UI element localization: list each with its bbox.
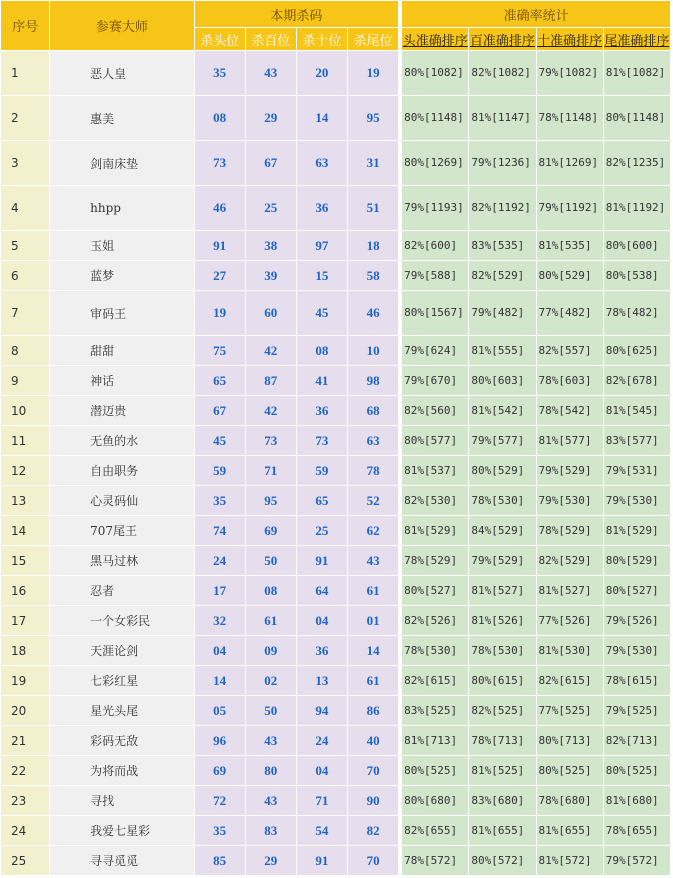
kill-number: 46 [347, 291, 398, 336]
table-row [1, 96, 671, 141]
table-row [1, 846, 671, 876]
table-row [1, 336, 671, 366]
kill-number: 65 [194, 366, 245, 396]
kill-number: 91 [194, 231, 245, 261]
accuracy-stat: 79%[530] [603, 636, 670, 666]
kill-number: 15 [296, 261, 347, 291]
accuracy-stat: 80%[527] [402, 576, 469, 606]
table-row [1, 426, 671, 456]
accuracy-stat: 81%[529] [603, 516, 670, 546]
header-stat-col[interactable] [536, 28, 603, 51]
accuracy-stat: 81%[545] [603, 396, 670, 426]
kill-number: 74 [194, 516, 245, 546]
row-index: 6 [1, 261, 50, 291]
accuracy-stat: 81%[527] [536, 576, 603, 606]
kill-number: 90 [347, 786, 398, 816]
table-row [1, 51, 671, 96]
accuracy-stat: 80%[603] [469, 366, 536, 396]
kill-number: 35 [194, 816, 245, 846]
kill-number: 08 [296, 336, 347, 366]
accuracy-stat: 80%[538] [603, 261, 670, 291]
kill-number: 71 [245, 456, 296, 486]
kill-number: 02 [245, 666, 296, 696]
row-index: 21 [1, 726, 50, 756]
table-row [1, 516, 671, 546]
accuracy-stat: 77%[482] [536, 291, 603, 336]
kill-number: 87 [245, 366, 296, 396]
accuracy-stat: 81%[529] [402, 516, 469, 546]
accuracy-stat: 80%[615] [469, 666, 536, 696]
accuracy-stat: 81%[1147] [469, 96, 536, 141]
kill-number: 50 [245, 696, 296, 726]
row-index: 4 [1, 186, 50, 231]
accuracy-stat: 79%[530] [536, 486, 603, 516]
kill-number: 59 [194, 456, 245, 486]
master-name: 心灵码仙 [50, 486, 194, 516]
accuracy-stat: 79%[572] [603, 846, 670, 876]
kill-number: 09 [245, 636, 296, 666]
header-kill-col: 杀尾位 [347, 28, 398, 51]
kill-number: 39 [245, 261, 296, 291]
table-row [1, 291, 671, 336]
accuracy-stat: 81%[526] [469, 606, 536, 636]
accuracy-stat: 80%[1148] [402, 96, 469, 141]
kill-number: 61 [245, 606, 296, 636]
table-row [1, 366, 671, 396]
accuracy-stat: 79%[1192] [536, 186, 603, 231]
master-name: 寻找 [50, 786, 194, 816]
master-name: 忍者 [50, 576, 194, 606]
accuracy-stat: 80%[525] [536, 756, 603, 786]
accuracy-stat: 79%[1193] [402, 186, 469, 231]
accuracy-stat: 80%[625] [603, 336, 670, 366]
accuracy-stat: 80%[1567] [402, 291, 469, 336]
accuracy-stat: 78%[1148] [536, 96, 603, 141]
row-index: 3 [1, 141, 50, 186]
accuracy-stat: 82%[557] [536, 336, 603, 366]
row-index: 12 [1, 456, 50, 486]
accuracy-stat: 79%[529] [536, 456, 603, 486]
accuracy-stat: 82%[526] [402, 606, 469, 636]
master-name: 黑马过林 [50, 546, 194, 576]
master-name: 玉姐 [50, 231, 194, 261]
master-name: 寻寻觅觅 [50, 846, 194, 876]
master-name: 星光头尾 [50, 696, 194, 726]
accuracy-stat: 82%[655] [402, 816, 469, 846]
accuracy-stat: 83%[577] [603, 426, 670, 456]
accuracy-stat: 79%[531] [603, 456, 670, 486]
master-name: 惠美 [50, 96, 194, 141]
accuracy-stat: 77%[525] [536, 696, 603, 726]
kill-number: 36 [296, 186, 347, 231]
header-kill-col: 杀百位 [245, 28, 296, 51]
accuracy-stat: 82%[530] [402, 486, 469, 516]
kill-number: 75 [194, 336, 245, 366]
row-index: 8 [1, 336, 50, 366]
table-row [1, 141, 671, 186]
accuracy-stat: 82%[529] [469, 261, 536, 291]
accuracy-stat: 82%[529] [536, 546, 603, 576]
kill-number: 25 [245, 186, 296, 231]
master-name: 七彩红星 [50, 666, 194, 696]
accuracy-stat: 83%[535] [469, 231, 536, 261]
accuracy-stat: 79%[577] [469, 426, 536, 456]
table-row [1, 186, 671, 231]
kill-number: 50 [245, 546, 296, 576]
table-body [1, 51, 671, 876]
accuracy-stat: 78%[482] [603, 291, 670, 336]
accuracy-stat: 79%[482] [469, 291, 536, 336]
row-index: 16 [1, 576, 50, 606]
kill-number: 10 [347, 336, 398, 366]
kill-number: 24 [296, 726, 347, 756]
kill-number: 63 [296, 141, 347, 186]
kill-number: 43 [347, 546, 398, 576]
master-name: 彩码无敌 [50, 726, 194, 756]
table-row [1, 666, 671, 696]
table-row [1, 576, 671, 606]
kill-number: 54 [296, 816, 347, 846]
accuracy-stat: 82%[1235] [603, 141, 670, 186]
accuracy-stat: 80%[680] [402, 786, 469, 816]
kill-number: 63 [347, 426, 398, 456]
kill-number: 19 [194, 291, 245, 336]
accuracy-stat: 83%[525] [402, 696, 469, 726]
master-name: 恶人皇 [50, 51, 194, 96]
accuracy-stat: 82%[615] [402, 666, 469, 696]
accuracy-stat: 82%[678] [603, 366, 670, 396]
table-row [1, 456, 671, 486]
kill-number: 40 [347, 726, 398, 756]
kill-number: 98 [347, 366, 398, 396]
master-name: 神话 [50, 366, 194, 396]
kill-number: 32 [194, 606, 245, 636]
kill-number: 68 [347, 396, 398, 426]
accuracy-stat: 79%[526] [603, 606, 670, 636]
accuracy-stat: 83%[680] [469, 786, 536, 816]
kill-number: 18 [347, 231, 398, 261]
accuracy-stat: 80%[525] [603, 756, 670, 786]
accuracy-stat: 78%[680] [536, 786, 603, 816]
accuracy-stat: 82%[1082] [469, 51, 536, 96]
kill-number: 71 [296, 786, 347, 816]
master-name: 无鱼的水 [50, 426, 194, 456]
kill-number: 86 [347, 696, 398, 726]
table-row [1, 636, 671, 666]
header-kill-col: 杀头位 [194, 28, 245, 51]
kill-number: 83 [245, 816, 296, 846]
kill-number: 96 [194, 726, 245, 756]
accuracy-stat: 84%[529] [469, 516, 536, 546]
master-name: 潜迈贵 [50, 396, 194, 426]
accuracy-stat: 80%[529] [536, 261, 603, 291]
master-name: 甜甜 [50, 336, 194, 366]
header-stats-group: 准确率统计 [402, 1, 671, 28]
kill-number: 14 [296, 96, 347, 141]
accuracy-stat: 79%[530] [603, 486, 670, 516]
sort-link[interactable]: 尾准确排序 [604, 33, 670, 49]
accuracy-stat: 81%[572] [536, 846, 603, 876]
accuracy-stat: 82%[600] [402, 231, 469, 261]
kill-number: 64 [296, 576, 347, 606]
row-index: 18 [1, 636, 50, 666]
accuracy-stat: 80%[1269] [402, 141, 469, 186]
kill-number: 14 [194, 666, 245, 696]
kill-number: 43 [245, 726, 296, 756]
accuracy-stat: 80%[529] [469, 456, 536, 486]
kill-number: 82 [347, 816, 398, 846]
accuracy-stat: 80%[713] [536, 726, 603, 756]
row-index: 10 [1, 396, 50, 426]
master-name: 蓝梦 [50, 261, 194, 291]
kill-number: 70 [347, 846, 398, 876]
master-name: 707尾王 [50, 516, 194, 546]
kill-number: 35 [194, 51, 245, 96]
kill-number: 67 [245, 141, 296, 186]
master-name: 为将而战 [50, 756, 194, 786]
kill-number: 42 [245, 396, 296, 426]
header-stat-col[interactable] [469, 28, 536, 51]
kill-number: 05 [194, 696, 245, 726]
header-stat-col[interactable] [603, 28, 670, 51]
accuracy-stat: 81%[537] [402, 456, 469, 486]
kill-number: 80 [245, 756, 296, 786]
kill-number: 78 [347, 456, 398, 486]
kill-number: 70 [347, 756, 398, 786]
kill-number: 91 [296, 546, 347, 576]
row-index: 15 [1, 546, 50, 576]
row-index: 13 [1, 486, 50, 516]
kill-number: 01 [347, 606, 398, 636]
kill-number: 58 [347, 261, 398, 291]
row-index: 17 [1, 606, 50, 636]
kill-number: 73 [194, 141, 245, 186]
kill-number: 52 [347, 486, 398, 516]
table-row [1, 606, 671, 636]
accuracy-stat: 78%[529] [536, 516, 603, 546]
accuracy-stat: 82%[1192] [469, 186, 536, 231]
sort-link[interactable]: 百准确排序 [469, 33, 535, 49]
kill-number: 69 [194, 756, 245, 786]
row-index: 1 [1, 51, 50, 96]
accuracy-stat: 80%[525] [402, 756, 469, 786]
accuracy-stat: 81%[655] [469, 816, 536, 846]
accuracy-stat: 78%[530] [469, 486, 536, 516]
accuracy-stat: 82%[560] [402, 396, 469, 426]
accuracy-stat: 80%[529] [603, 546, 670, 576]
accuracy-stat: 81%[530] [536, 636, 603, 666]
kill-number: 04 [194, 636, 245, 666]
table-row [1, 726, 671, 756]
kill-number: 46 [194, 186, 245, 231]
master-name: hhpp [50, 186, 194, 231]
kill-number: 45 [296, 291, 347, 336]
kill-number: 85 [194, 846, 245, 876]
accuracy-stat: 79%[670] [402, 366, 469, 396]
accuracy-stat: 81%[555] [469, 336, 536, 366]
kill-number: 38 [245, 231, 296, 261]
accuracy-stat: 80%[527] [603, 576, 670, 606]
kill-number: 20 [296, 51, 347, 96]
accuracy-stat: 78%[542] [536, 396, 603, 426]
master-name: 自由职务 [50, 456, 194, 486]
kill-number: 94 [296, 696, 347, 726]
kill-number: 60 [245, 291, 296, 336]
kill-number: 31 [347, 141, 398, 186]
kill-number: 62 [347, 516, 398, 546]
kill-number: 73 [296, 426, 347, 456]
row-index: 20 [1, 696, 50, 726]
kill-number: 73 [245, 426, 296, 456]
kill-number: 45 [194, 426, 245, 456]
table-row [1, 546, 671, 576]
row-index: 9 [1, 366, 50, 396]
accuracy-stat: 79%[1082] [536, 51, 603, 96]
header-index: 序号 [1, 1, 50, 51]
kill-number: 43 [245, 786, 296, 816]
accuracy-stat: 80%[577] [402, 426, 469, 456]
accuracy-stat: 81%[525] [469, 756, 536, 786]
kill-number: 91 [296, 846, 347, 876]
row-index: 11 [1, 426, 50, 456]
accuracy-stat: 82%[713] [603, 726, 670, 756]
table-row [1, 816, 671, 846]
header-stat-col[interactable] [402, 28, 469, 51]
accuracy-stat: 78%[713] [469, 726, 536, 756]
master-name: 一个女彩民 [50, 606, 194, 636]
table-row [1, 231, 671, 261]
row-index: 25 [1, 846, 50, 876]
kill-number: 29 [245, 846, 296, 876]
accuracy-stat: 79%[525] [603, 696, 670, 726]
kill-number: 14 [347, 636, 398, 666]
accuracy-stat: 78%[530] [402, 636, 469, 666]
accuracy-stat: 78%[572] [402, 846, 469, 876]
sort-link[interactable]: 头准确排序 [402, 33, 468, 49]
kill-number: 17 [194, 576, 245, 606]
kill-number: 61 [347, 666, 398, 696]
kill-number: 41 [296, 366, 347, 396]
accuracy-stat: 81%[680] [603, 786, 670, 816]
sort-link[interactable]: 十准确排序 [537, 33, 603, 49]
kill-number: 04 [296, 606, 347, 636]
row-index: 23 [1, 786, 50, 816]
accuracy-stat: 81%[713] [402, 726, 469, 756]
accuracy-stat: 81%[527] [469, 576, 536, 606]
kill-number: 97 [296, 231, 347, 261]
kill-number: 08 [245, 576, 296, 606]
header-master: 参赛大师 [50, 1, 194, 51]
accuracy-stat: 81%[1082] [603, 51, 670, 96]
accuracy-stat: 78%[615] [603, 666, 670, 696]
accuracy-stat: 79%[588] [402, 261, 469, 291]
master-name: 审码王 [50, 291, 194, 336]
kill-number: 51 [347, 186, 398, 231]
accuracy-stat: 78%[603] [536, 366, 603, 396]
kill-number: 29 [245, 96, 296, 141]
kill-number: 42 [245, 336, 296, 366]
accuracy-stat: 81%[542] [469, 396, 536, 426]
accuracy-stat: 80%[572] [469, 846, 536, 876]
kill-number: 95 [245, 486, 296, 516]
header-kill-col: 杀十位 [296, 28, 347, 51]
accuracy-stat: 77%[526] [536, 606, 603, 636]
table-row [1, 396, 671, 426]
kill-number: 25 [296, 516, 347, 546]
accuracy-stat: 81%[655] [536, 816, 603, 846]
kill-number: 08 [194, 96, 245, 141]
row-index: 2 [1, 96, 50, 141]
kill-number: 36 [296, 636, 347, 666]
accuracy-stat: 78%[530] [469, 636, 536, 666]
kill-number: 72 [194, 786, 245, 816]
accuracy-stat: 80%[1082] [402, 51, 469, 96]
header-kill-group: 本期杀码 [194, 1, 399, 28]
kill-number: 65 [296, 486, 347, 516]
accuracy-stat: 79%[529] [469, 546, 536, 576]
table-row [1, 756, 671, 786]
row-index: 24 [1, 816, 50, 846]
row-index: 22 [1, 756, 50, 786]
kill-number: 13 [296, 666, 347, 696]
kill-number: 69 [245, 516, 296, 546]
kill-number: 04 [296, 756, 347, 786]
master-name: 我爱七星彩 [50, 816, 194, 846]
kill-number: 36 [296, 396, 347, 426]
kill-number: 19 [347, 51, 398, 96]
accuracy-stat: 80%[600] [603, 231, 670, 261]
kill-number: 95 [347, 96, 398, 141]
accuracy-stat: 81%[1192] [603, 186, 670, 231]
master-name: 剑南床垫 [50, 141, 194, 186]
row-index: 14 [1, 516, 50, 546]
row-index: 7 [1, 291, 50, 336]
row-index: 19 [1, 666, 50, 696]
kill-number: 61 [347, 576, 398, 606]
kill-number: 27 [194, 261, 245, 291]
accuracy-stat: 81%[577] [536, 426, 603, 456]
accuracy-stat: 82%[525] [469, 696, 536, 726]
accuracy-stat: 78%[655] [603, 816, 670, 846]
row-index: 5 [1, 231, 50, 261]
kill-number: 24 [194, 546, 245, 576]
accuracy-stat: 79%[1236] [469, 141, 536, 186]
accuracy-stat: 79%[624] [402, 336, 469, 366]
kill-number: 59 [296, 456, 347, 486]
accuracy-stat: 80%[1148] [603, 96, 670, 141]
kill-number: 43 [245, 51, 296, 96]
table-row [1, 786, 671, 816]
accuracy-stat: 82%[615] [536, 666, 603, 696]
accuracy-stat: 81%[535] [536, 231, 603, 261]
table-row [1, 261, 671, 291]
table-row [1, 486, 671, 516]
kill-number: 35 [194, 486, 245, 516]
master-name: 天涯论剑 [50, 636, 194, 666]
accuracy-stat: 81%[1269] [536, 141, 603, 186]
table-row [1, 696, 671, 726]
kill-number: 67 [194, 396, 245, 426]
accuracy-stat: 78%[529] [402, 546, 469, 576]
